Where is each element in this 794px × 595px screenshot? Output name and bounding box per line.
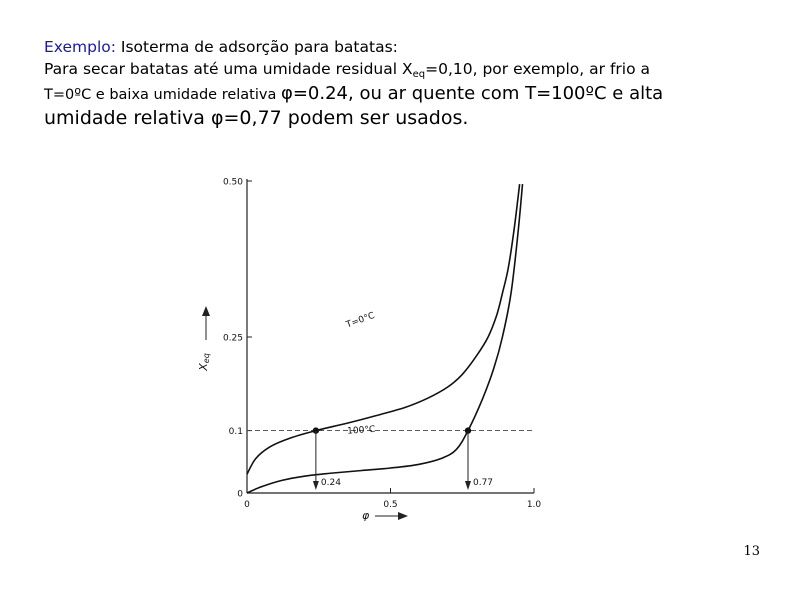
y-tick-label: 0.1 <box>228 427 243 438</box>
paragraph-line-4: umidade relativa φ=0,77 podem ser usados. <box>44 106 469 129</box>
x-tick-label: 1.0 <box>526 500 542 510</box>
y-tick-label: 0 <box>237 489 243 500</box>
example-heading: Isoterma de adsorção para batatas: <box>115 38 398 56</box>
y-tick-label: 0.50 <box>222 177 243 188</box>
line3-text-b: φ=0.24, ou ar quente com T=100ºC e alta <box>280 82 664 104</box>
curve-label-1: 100°C <box>346 424 376 437</box>
x-tick-label: 0 <box>244 500 250 510</box>
line2-text: Para secar batatas até uma umidade residual X <box>44 59 413 78</box>
x-tick-label: 0.5 <box>383 500 398 510</box>
y-axis-label-subscript: eq <box>202 353 211 364</box>
page-number: 13 <box>743 544 760 559</box>
curve-label-0: T=0°C <box>345 310 377 331</box>
x-axis-label: φ <box>362 509 370 522</box>
isotherm-curve-1 <box>247 184 523 493</box>
drop-arrow-0 <box>313 481 319 490</box>
reference-label-1: 0.77 <box>472 478 494 488</box>
line2-text-end: =0,10, por exemplo, ar frio a <box>425 59 650 78</box>
y-axis-arrow-head <box>202 306 210 316</box>
drop-arrow-1 <box>465 481 471 490</box>
xeq-subscript: eq <box>412 68 426 80</box>
line3-text-a: T=0ºC e baixa umidade relativa <box>44 86 281 103</box>
reference-label-0: 0.24 <box>320 478 341 488</box>
y-axis-label: Xeq <box>197 353 211 371</box>
x-axis-arrow-head <box>398 512 408 520</box>
y-tick-label: 0.25 <box>222 333 243 344</box>
example-label: Exemplo: <box>44 38 116 56</box>
